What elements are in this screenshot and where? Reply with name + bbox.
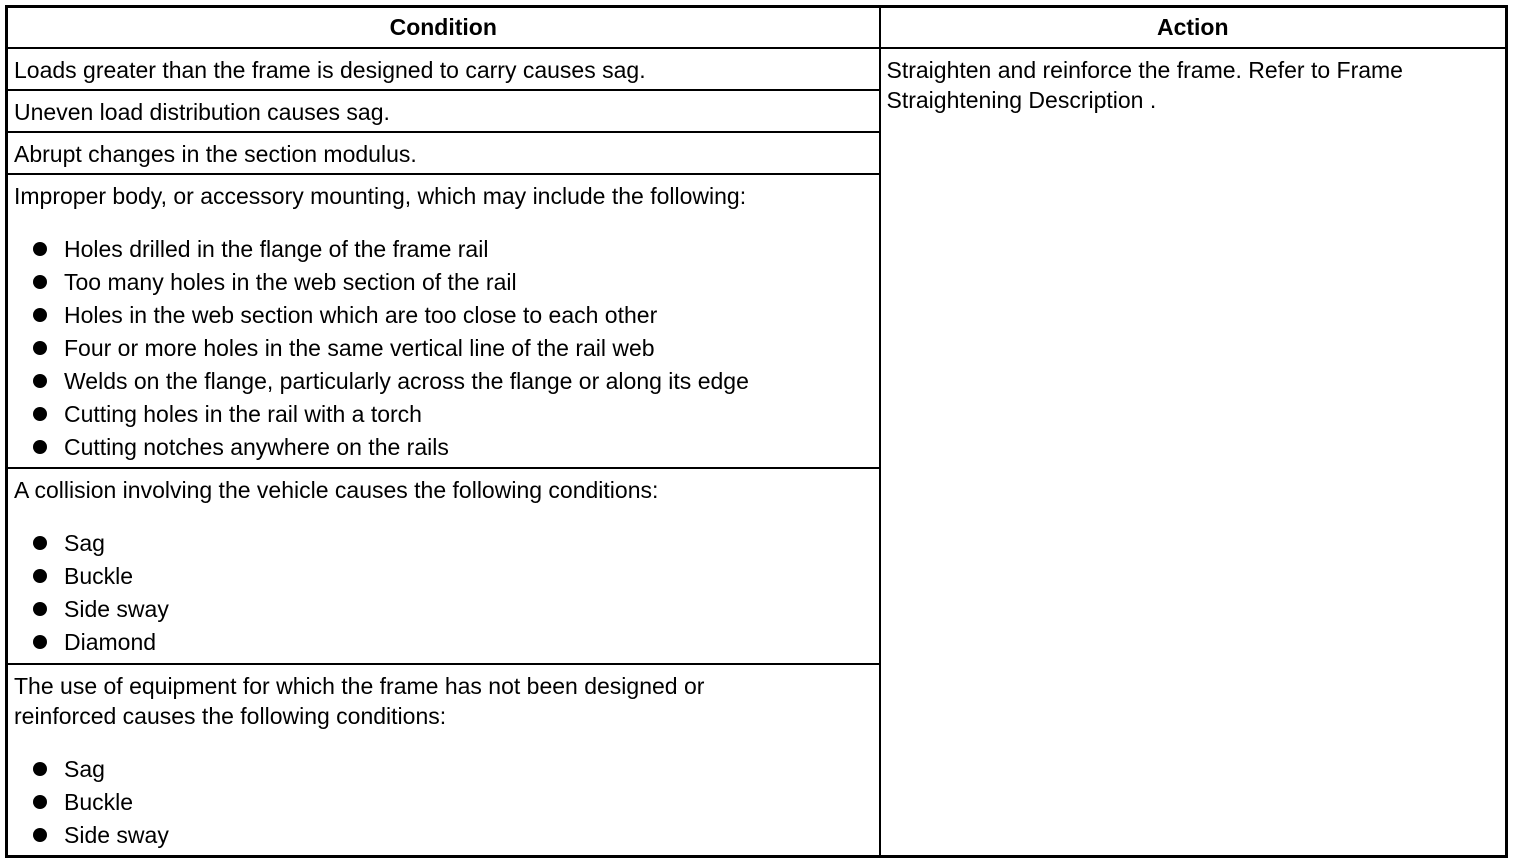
bullet-icon (33, 275, 47, 289)
list-item (14, 786, 873, 819)
list-item-text: Buckle (64, 563, 134, 589)
list-item (14, 819, 873, 852)
list-item (14, 233, 873, 266)
condition-text: Uneven load distribution causes sag. (14, 99, 390, 125)
list-item (14, 753, 873, 786)
bullet-list (14, 233, 873, 464)
list-item-text: Side sway (64, 822, 169, 848)
condition-cell (7, 174, 880, 468)
bullet-icon (33, 242, 47, 256)
bullet-icon (33, 602, 47, 616)
list-item-text: Cutting holes in the rail with a torch (64, 401, 422, 427)
list-item-text: Too many holes in the web section of the rail (64, 269, 517, 295)
bullet-icon (33, 828, 47, 842)
bullet-icon (33, 440, 47, 454)
bullet-icon (33, 374, 47, 388)
list-item-text: Holes in the web section which are too close to each other (64, 302, 658, 328)
condition-cell (7, 90, 880, 132)
condition-text: Improper body, or accessory mounting, which may include the following: (14, 183, 747, 209)
header-row (7, 7, 1507, 49)
action-cell (880, 48, 1507, 857)
list-item-text: Sag (64, 756, 105, 782)
condition-action-table (5, 5, 1508, 858)
list-item (14, 332, 873, 365)
condition-cell (7, 132, 880, 174)
list-item-text: Sag (64, 530, 105, 556)
bullet-icon (33, 341, 47, 355)
condition-cell (7, 48, 880, 90)
table-row (7, 48, 1507, 90)
list-item (14, 560, 873, 593)
action-header: Action (880, 7, 1507, 49)
bullet-icon (33, 635, 47, 649)
bullet-icon (33, 308, 47, 322)
list-item (14, 527, 873, 560)
list-item-text: Welds on the flange, particularly across the flange or along its edge (64, 368, 749, 394)
condition-cell (7, 468, 880, 664)
action-text: Straighten and reinforce the frame. Refer to Frame Straightening Description . (886, 57, 1403, 113)
list-item (14, 266, 873, 299)
condition-text: The use of equipment for which the frame has not been designed or reinforced causes the following conditions: (14, 673, 705, 729)
bullet-icon (33, 407, 47, 421)
condition-text: Loads greater than the frame is designed to carry causes sag. (14, 57, 646, 83)
bullet-icon (33, 762, 47, 776)
list-item (14, 431, 873, 464)
list-item (14, 299, 873, 332)
bullet-list (14, 527, 873, 659)
list-item-text: Diamond (64, 629, 157, 655)
condition-header: Condition (7, 7, 880, 49)
bullet-icon (33, 569, 47, 583)
bullet-list (14, 753, 873, 852)
condition-cell (7, 664, 880, 857)
list-item-text: Buckle (64, 789, 134, 815)
list-item (14, 593, 873, 626)
list-item-text: Four or more holes in the same vertical line of the rail web (64, 335, 655, 361)
bullet-icon (33, 536, 47, 550)
list-item (14, 626, 873, 659)
condition-text: Abrupt changes in the section modulus. (14, 141, 417, 167)
bullet-icon (33, 795, 47, 809)
list-item-text: Side sway (64, 596, 169, 622)
list-item (14, 365, 873, 398)
condition-text: A collision involving the vehicle causes the following conditions: (14, 477, 659, 503)
list-item-text: Holes drilled in the flange of the frame rail (64, 236, 489, 262)
list-item (14, 398, 873, 431)
list-item-text: Cutting notches anywhere on the rails (64, 434, 449, 460)
